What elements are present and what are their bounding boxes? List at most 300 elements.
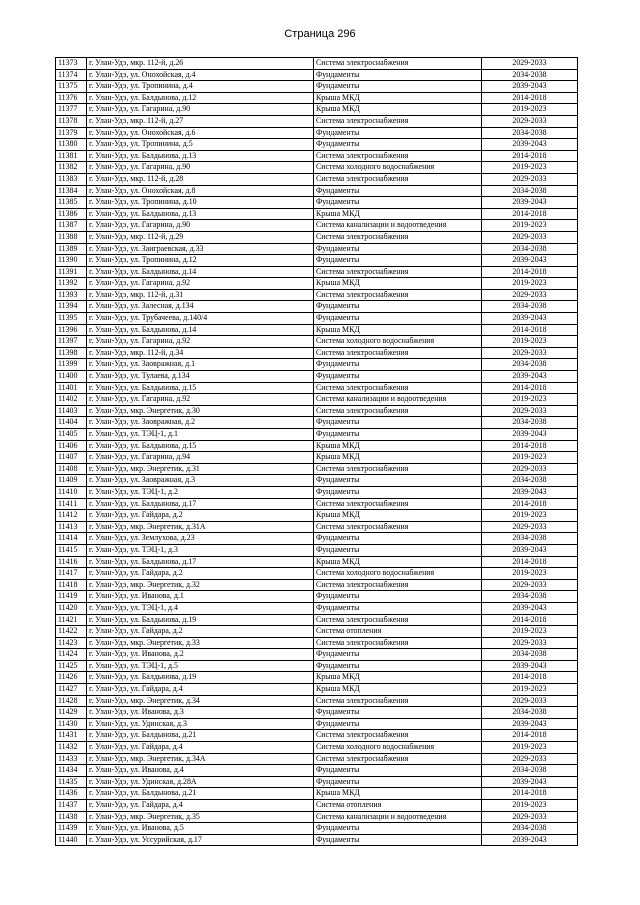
row-number-cell: 11397 [56,336,87,348]
row-number-cell: 11394 [56,301,87,313]
row-number-cell: 11437 [56,800,87,812]
table-row [56,92,578,104]
row-number-cell: 11379 [56,127,87,139]
table-row [56,197,578,209]
table-row [56,162,578,174]
address-cell: г. Улан-Удэ, ул. Балдынова, д.15 [87,440,314,452]
table-row [56,695,578,707]
row-number-cell: 11423 [56,637,87,649]
table-row [56,672,578,684]
address-cell: г. Улан-Удэ, ул. Тропинина, д.4 [87,81,314,93]
work-type-cell: Фундаменты [314,544,482,556]
work-type-cell: Фундаменты [314,602,482,614]
work-type-cell: Система электроснабжения [314,521,482,533]
period-cell: 2029-2033 [482,173,578,185]
table-row [56,556,578,568]
row-number-cell: 11431 [56,730,87,742]
row-number-cell: 11418 [56,579,87,591]
work-type-cell: Система холодного водоснабжения [314,568,482,580]
table-row [56,614,578,626]
period-cell: 2034-2038 [482,823,578,835]
period-cell: 2034-2038 [482,69,578,81]
period-cell: 2034-2038 [482,243,578,255]
period-cell: 2034-2038 [482,707,578,719]
address-cell: г. Улан-Удэ, ул. Тропинина, д.12 [87,255,314,267]
row-number-cell: 11435 [56,776,87,788]
address-cell: г. Улан-Удэ, ул. Землухова, д.23 [87,533,314,545]
period-cell: 2014-2018 [482,324,578,336]
address-cell: г. Улан-Удэ, ул. Балдынова, д.17 [87,556,314,568]
period-cell: 2039-2043 [482,834,578,846]
table-row [56,579,578,591]
work-type-cell: Крыша МКД [314,92,482,104]
period-cell: 2029-2033 [482,695,578,707]
work-type-cell: Фундаменты [314,660,482,672]
period-cell: 2029-2033 [482,811,578,823]
row-number-cell: 11383 [56,173,87,185]
row-number-cell: 11396 [56,324,87,336]
address-cell: г. Улан-Удэ, ул. Гагарина, д.92 [87,336,314,348]
period-cell: 2029-2033 [482,521,578,533]
row-number-cell: 11415 [56,544,87,556]
work-type-cell: Система холодного водоснабжения [314,162,482,174]
row-number-cell: 11403 [56,405,87,417]
period-cell: 2029-2033 [482,463,578,475]
period-cell: 2029-2033 [482,347,578,359]
period-cell: 2039-2043 [482,776,578,788]
table-row [56,800,578,812]
period-cell: 2019-2023 [482,452,578,464]
address-cell: г. Улан-Удэ, ул. Иванова, д.3 [87,707,314,719]
work-type-cell: Крыша МКД [314,440,482,452]
table-row [56,440,578,452]
row-number-cell: 11402 [56,394,87,406]
row-number-cell: 11382 [56,162,87,174]
address-cell: г. Улан-Удэ, мкр. Энергетик, д.31 [87,463,314,475]
period-cell: 2014-2018 [482,150,578,162]
row-number-cell: 11420 [56,602,87,614]
work-type-cell: Фундаменты [314,255,482,267]
work-type-cell: Крыша МКД [314,510,482,522]
row-number-cell: 11422 [56,626,87,638]
period-cell: 2014-2018 [482,382,578,394]
work-type-cell: Фундаменты [314,591,482,603]
table-row [56,533,578,545]
row-number-cell: 11432 [56,742,87,754]
period-cell: 2029-2033 [482,579,578,591]
row-number-cell: 11439 [56,823,87,835]
period-cell: 2039-2043 [482,313,578,325]
row-number-cell: 11413 [56,521,87,533]
work-type-cell: Система электроснабжения [314,58,482,70]
address-cell: г. Улан-Удэ, ул. Иванова, д.1 [87,591,314,603]
table-row [56,394,578,406]
work-type-cell: Крыша МКД [314,788,482,800]
address-cell: г. Улан-Удэ, мкр. Энергетик, д.35 [87,811,314,823]
address-cell: г. Улан-Удэ, ул. Балдынова, д.13 [87,208,314,220]
row-number-cell: 11380 [56,139,87,151]
period-cell: 2014-2018 [482,730,578,742]
address-cell: г. Улан-Удэ, ул. Гагарина, д.94 [87,452,314,464]
period-cell: 2014-2018 [482,266,578,278]
period-cell: 2019-2023 [482,568,578,580]
row-number-cell: 11406 [56,440,87,452]
period-cell: 2019-2023 [482,626,578,638]
address-cell: г. Улан-Удэ, мкр. Энергетик, д.33 [87,637,314,649]
period-cell: 2029-2033 [482,115,578,127]
row-number-cell: 11436 [56,788,87,800]
table-row [56,266,578,278]
period-cell: 2034-2038 [482,359,578,371]
work-type-cell: Система канализации и водоотведения [314,811,482,823]
work-type-cell: Система электроснабжения [314,115,482,127]
address-cell: г. Улан-Удэ, ул. Залесная, д.134 [87,301,314,313]
work-type-cell: Система электроснабжения [314,463,482,475]
table-row [56,718,578,730]
table-row [56,463,578,475]
period-cell: 2034-2038 [482,649,578,661]
address-cell: г. Улан-Удэ, ул. Балдынова, д.12 [87,92,314,104]
address-cell: г. Улан-Удэ, ул. Заиграевская, д.33 [87,243,314,255]
address-cell: г. Улан-Удэ, ул. Гагарина, д.90 [87,104,314,116]
address-cell: г. Улан-Удэ, мкр. Энергетик, д.34 [87,695,314,707]
work-type-cell: Фундаменты [314,823,482,835]
address-cell: г. Улан-Удэ, мкр. 112-й, д.29 [87,231,314,243]
table-row [56,405,578,417]
address-cell: г. Улан-Удэ, ул. Онохойская, д.8 [87,185,314,197]
work-type-cell: Крыша МКД [314,208,482,220]
row-number-cell: 11427 [56,684,87,696]
table-row [56,776,578,788]
table-row [56,313,578,325]
address-cell: г. Улан-Удэ, ул. Тропинина, д.10 [87,197,314,209]
table-row [56,707,578,719]
work-type-cell: Фундаменты [314,486,482,498]
row-number-cell: 11404 [56,417,87,429]
address-cell: г. Улан-Удэ, ул. Гагарина, д.90 [87,220,314,232]
work-type-cell: Крыша МКД [314,452,482,464]
address-cell: г. Улан-Удэ, мкр. 112-й, д.28 [87,173,314,185]
address-cell: г. Улан-Удэ, мкр. 112-й, д.34 [87,347,314,359]
address-cell: г. Улан-Удэ, ул. ТЭЦ-1, д.2 [87,486,314,498]
address-cell: г. Улан-Удэ, ул. Гайдара, д.2 [87,568,314,580]
address-cell: г. Улан-Удэ, ул. Иванова, д.2 [87,649,314,661]
address-cell: г. Улан-Удэ, ул. ТЭЦ-1, д.4 [87,602,314,614]
address-cell: г. Улан-Удэ, ул. Удинская, д.28А [87,776,314,788]
period-cell: 2014-2018 [482,614,578,626]
table-row [56,127,578,139]
address-cell: г. Улан-Удэ, ул. Гагарина, д.92 [87,278,314,290]
work-type-cell: Фундаменты [314,718,482,730]
row-number-cell: 11414 [56,533,87,545]
work-type-cell: Фундаменты [314,197,482,209]
period-cell: 2029-2033 [482,753,578,765]
work-type-cell: Система холодного водоснабжения [314,336,482,348]
address-cell: г. Улан-Удэ, мкр. 112-й, д.31 [87,289,314,301]
address-cell: г. Улан-Удэ, ул. Онохойская, д.4 [87,69,314,81]
work-type-cell: Фундаменты [314,776,482,788]
table-row [56,730,578,742]
period-cell: 2039-2043 [482,255,578,267]
row-number-cell: 11392 [56,278,87,290]
period-cell: 2029-2033 [482,231,578,243]
address-cell: г. Улан-Удэ, ул. Гайдара, д.4 [87,742,314,754]
row-number-cell: 11410 [56,486,87,498]
period-cell: 2034-2038 [482,185,578,197]
table-row [56,498,578,510]
work-type-cell: Фундаменты [314,359,482,371]
address-cell: г. Улан-Удэ, ул. Балдынова, д.13 [87,150,314,162]
work-type-cell: Крыша МКД [314,672,482,684]
address-cell: г. Улан-Удэ, ул. Тропинина, д.5 [87,139,314,151]
period-cell: 2019-2023 [482,278,578,290]
table-row [56,115,578,127]
table-row [56,568,578,580]
period-cell: 2014-2018 [482,92,578,104]
table-row [56,649,578,661]
row-number-cell: 11416 [56,556,87,568]
work-type-cell: Система электроснабжения [314,498,482,510]
table-row [56,382,578,394]
period-cell: 2019-2023 [482,162,578,174]
period-cell: 2039-2043 [482,81,578,93]
table-row [56,301,578,313]
address-cell: г. Улан-Удэ, ул. Балдынова, д.17 [87,498,314,510]
period-cell: 2019-2023 [482,510,578,522]
work-type-cell: Фундаменты [314,301,482,313]
address-cell: г. Улан-Удэ, ул. Балдынова, д.21 [87,788,314,800]
period-cell: 2019-2023 [482,104,578,116]
address-cell: г. Улан-Удэ, ул. Удинская, д.3 [87,718,314,730]
table-row [56,185,578,197]
row-number-cell: 11388 [56,231,87,243]
period-cell: 2039-2043 [482,139,578,151]
period-cell: 2034-2038 [482,591,578,603]
row-number-cell: 11401 [56,382,87,394]
period-cell: 2019-2023 [482,742,578,754]
row-number-cell: 11428 [56,695,87,707]
table-row [56,742,578,754]
period-cell: 2039-2043 [482,371,578,383]
work-type-cell: Система электроснабжения [314,614,482,626]
period-cell: 2039-2043 [482,197,578,209]
row-number-cell: 11408 [56,463,87,475]
work-type-cell: Система электроснабжения [314,266,482,278]
table-row [56,278,578,290]
table-row [56,834,578,846]
table-row [56,510,578,522]
table-row [56,637,578,649]
period-cell: 2014-2018 [482,440,578,452]
row-number-cell: 11391 [56,266,87,278]
row-number-cell: 11400 [56,371,87,383]
table-row [56,220,578,232]
work-type-cell: Фундаменты [314,127,482,139]
work-type-cell: Система электроснабжения [314,753,482,765]
work-type-cell: Система электроснабжения [314,347,482,359]
row-number-cell: 11407 [56,452,87,464]
work-type-cell: Фундаменты [314,185,482,197]
address-cell: г. Улан-Удэ, ул. ТЭЦ-1, д.1 [87,429,314,441]
table-row [56,521,578,533]
work-type-cell: Фундаменты [314,707,482,719]
address-cell: г. Улан-Удэ, ул. Балдынова, д.15 [87,382,314,394]
row-number-cell: 11421 [56,614,87,626]
address-cell: г. Улан-Удэ, ул. Балдынова, д.14 [87,266,314,278]
row-number-cell: 11393 [56,289,87,301]
row-number-cell: 11373 [56,58,87,70]
row-number-cell: 11440 [56,834,87,846]
row-number-cell: 11385 [56,197,87,209]
period-cell: 2014-2018 [482,498,578,510]
row-number-cell: 11398 [56,347,87,359]
row-number-cell: 11399 [56,359,87,371]
row-number-cell: 11425 [56,660,87,672]
period-cell: 2019-2023 [482,684,578,696]
work-type-cell: Фундаменты [314,429,482,441]
row-number-cell: 11411 [56,498,87,510]
address-cell: г. Улан-Удэ, ул. ТЭЦ-1, д.5 [87,660,314,672]
period-cell: 2019-2023 [482,336,578,348]
address-cell: г. Улан-Удэ, мкр. Энергетик, д.32 [87,579,314,591]
table-row [56,486,578,498]
address-cell: г. Улан-Удэ, ул. Трубачеева, д.140/4 [87,313,314,325]
table-row [56,602,578,614]
work-type-cell: Крыша МКД [314,556,482,568]
period-cell: 2039-2043 [482,602,578,614]
work-type-cell: Фундаменты [314,649,482,661]
work-type-cell: Фундаменты [314,417,482,429]
period-cell: 2034-2038 [482,417,578,429]
work-type-cell: Система канализации и водоотведения [314,394,482,406]
work-type-cell: Фундаменты [314,475,482,487]
period-cell: 2039-2043 [482,544,578,556]
work-type-cell: Фундаменты [314,139,482,151]
address-cell: г. Улан-Удэ, мкр. Энергетик, д.34А [87,753,314,765]
address-cell: г. Улан-Удэ, ул. Заовражная, д.1 [87,359,314,371]
period-cell: 2014-2018 [482,556,578,568]
table-row [56,173,578,185]
table-row [56,359,578,371]
work-type-cell: Крыша МКД [314,104,482,116]
table-row [56,452,578,464]
work-type-cell: Система отопления [314,626,482,638]
row-number-cell: 11434 [56,765,87,777]
row-number-cell: 11375 [56,81,87,93]
period-cell: 2029-2033 [482,58,578,70]
work-type-cell: Система электроснабжения [314,289,482,301]
row-number-cell: 11419 [56,591,87,603]
period-cell: 2034-2038 [482,533,578,545]
address-cell: г. Улан-Удэ, мкр. Энергетик, д.30 [87,405,314,417]
address-cell: г. Улан-Удэ, ул. Тулаева, д.134 [87,371,314,383]
period-cell: 2034-2038 [482,475,578,487]
work-type-cell: Крыша МКД [314,684,482,696]
table-row [56,417,578,429]
period-cell: 2039-2043 [482,429,578,441]
register-table [55,57,578,846]
address-cell: г. Улан-Удэ, мкр. 112-й, д.26 [87,58,314,70]
period-cell: 2034-2038 [482,765,578,777]
period-cell: 2034-2038 [482,301,578,313]
address-cell: г. Улан-Удэ, ул. Иванова, д.4 [87,765,314,777]
address-cell: г. Улан-Удэ, ул. Заовражная, д.2 [87,417,314,429]
table-row [56,289,578,301]
address-cell: г. Улан-Удэ, ул. Балдынова, д.14 [87,324,314,336]
address-cell: г. Улан-Удэ, ул. Гагарина, д.92 [87,394,314,406]
work-type-cell: Фундаменты [314,834,482,846]
period-cell: 2019-2023 [482,220,578,232]
row-number-cell: 11417 [56,568,87,580]
table-row [56,544,578,556]
address-cell: г. Улан-Удэ, ул. Балдынова, д.21 [87,730,314,742]
table-row [56,139,578,151]
table-row [56,104,578,116]
address-cell: г. Улан-Удэ, ул. Заовражная, д.3 [87,475,314,487]
table-row [56,475,578,487]
work-type-cell: Система электроснабжения [314,150,482,162]
table-row [56,660,578,672]
table-row [56,684,578,696]
work-type-cell: Фундаменты [314,371,482,383]
address-cell: г. Улан-Удэ, ул. Гайдара, д.2 [87,510,314,522]
table-row [56,208,578,220]
table-row [56,58,578,70]
period-cell: 2029-2033 [482,637,578,649]
table-row [56,371,578,383]
row-number-cell: 11377 [56,104,87,116]
period-cell: 2029-2033 [482,289,578,301]
address-cell: г. Улан-Удэ, ул. Иванова, д.5 [87,823,314,835]
work-type-cell: Система электроснабжения [314,382,482,394]
address-cell: г. Улан-Удэ, ул. Гагарина, д.90 [87,162,314,174]
work-type-cell: Фундаменты [314,69,482,81]
table-row [56,591,578,603]
period-cell: 2014-2018 [482,208,578,220]
address-cell: г. Улан-Удэ, мкр. Энергетик, д.31А [87,521,314,533]
period-cell: 2039-2043 [482,486,578,498]
table-row [56,811,578,823]
row-number-cell: 11386 [56,208,87,220]
table-row [56,231,578,243]
row-number-cell: 11405 [56,429,87,441]
work-type-cell: Система холодного водоснабжения [314,742,482,754]
address-cell: г. Улан-Удэ, ул. Гайдара, д.2 [87,626,314,638]
work-type-cell: Система отопления [314,800,482,812]
row-number-cell: 11376 [56,92,87,104]
table-row [56,324,578,336]
work-type-cell: Крыша МКД [314,278,482,290]
work-type-cell: Система электроснабжения [314,730,482,742]
period-cell: 2039-2043 [482,660,578,672]
row-number-cell: 11395 [56,313,87,325]
work-type-cell: Система канализации и водоотведения [314,220,482,232]
row-number-cell: 11429 [56,707,87,719]
work-type-cell: Фундаменты [314,81,482,93]
address-cell: г. Улан-Удэ, ул. Балдынова, д.19 [87,672,314,684]
work-type-cell: Крыша МКД [314,324,482,336]
row-number-cell: 11378 [56,115,87,127]
row-number-cell: 11430 [56,718,87,730]
work-type-cell: Система электроснабжения [314,231,482,243]
address-cell: г. Улан-Удэ, ул. Балдынова, д.19 [87,614,314,626]
register-table-body [56,58,578,846]
row-number-cell: 11412 [56,510,87,522]
address-cell: г. Улан-Удэ, ул. Онохойская, д.6 [87,127,314,139]
row-number-cell: 11424 [56,649,87,661]
period-cell: 2014-2018 [482,788,578,800]
work-type-cell: Система электроснабжения [314,579,482,591]
